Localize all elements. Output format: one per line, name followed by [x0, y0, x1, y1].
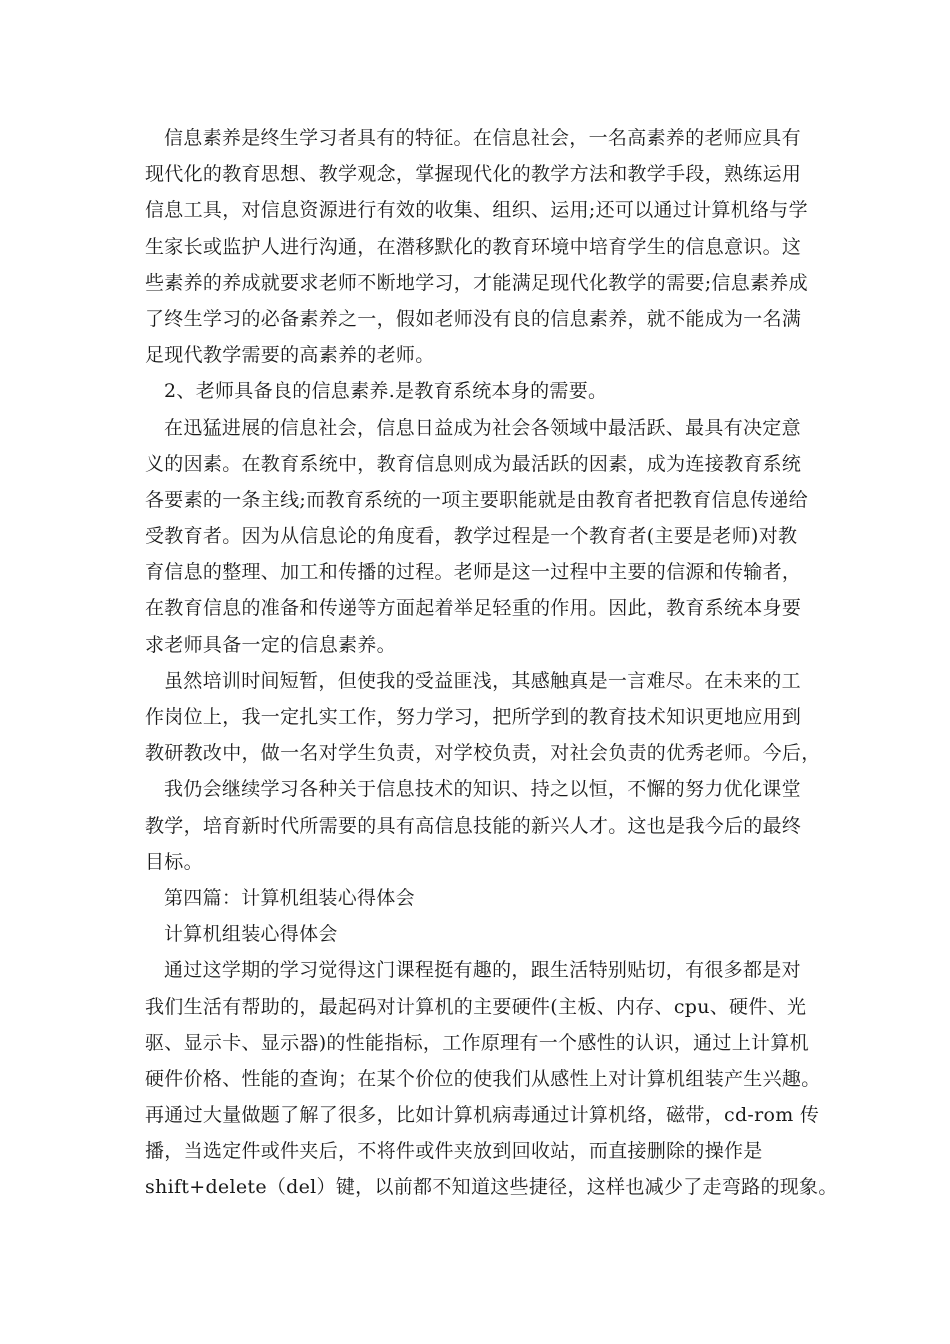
text-line: 我们生活有帮助的，最起码对计算机的主要硬件(主板、内存、cpu、硬件、光 [145, 995, 807, 1018]
text-line: 现代化的教育思想、教学观念，掌握现代化的教学方法和教学手段，熟练运用 [145, 163, 802, 186]
text-line: 足现代教学需要的高素养的老师。 [145, 344, 435, 367]
text-line: 播，当选定件或件夹后，不将件或件夹放到回收站，而直接删除的操作是 [145, 1140, 763, 1163]
text-line: 义的因素。在教育系统中，教育信息则成为最活跃的因素，成为连接教育系统 [145, 452, 802, 475]
text-line: 硬件价格、性能的查询；在某个价位的使我们从感性上对计算机组装产生兴趣。 [145, 1067, 821, 1090]
text-line: 些素养的养成就要求老师不断地学习，才能满足现代化教学的需要;信息素养成 [145, 271, 808, 294]
text-line: 育信息的整理、加工和传播的过程。老师是这一过程中主要的信源和传输者， [145, 561, 802, 584]
text-line: 生家长或监护人进行沟通，在潜移默化的教育环境中培育学生的信息意识。这 [145, 235, 802, 258]
text-line: 信息素养是终生学习者具有的特征。在信息社会，一名高素养的老师应具有 [164, 127, 801, 149]
text-line: 通过这学期的学习觉得这门课程挺有趣的，跟生活特别贴切，有很多都是对 [164, 959, 801, 982]
text-line: 各要素的一条主线;而教育系统的一项主要职能就是由教育者把教育信息传递给 [145, 488, 808, 511]
text-line: 作岗位上，我一定扎实工作，努力学习，把所学到的教育技术知识更地应用到 [145, 706, 802, 728]
text-line: 目标。 [145, 850, 203, 873]
text-line: 虽然培训时间短暂，但使我的受益匪浅，其感触真是一言难尽。在未来的工 [164, 669, 801, 692]
text-line: shift+delete（del）键，以前都不知道这些捷径，这样也减少了走弯路的现象。 [145, 1176, 838, 1199]
text-line: 在迅猛进展的信息社会，信息日益成为社会各领域中最活跃、最具有决定意 [164, 416, 801, 439]
text-line: 求老师具备一定的信息素养。 [145, 633, 396, 656]
document-body [145, 120, 838, 1206]
text-line: 2、老师具备良的信息素养.是教育系统本身的需要。 [164, 380, 608, 403]
text-line: 计算机组装心得体会 [164, 923, 338, 946]
text-line: 再通过大量做题了解了很多，比如计算机病毒通过计算机络，磁带，cd-rom 传 [145, 1104, 820, 1127]
text-line: 教研教改中，做一名对学生负责，对学校负责，对社会负责的优秀老师。今后， [145, 742, 821, 765]
text-line: 教学，培育新时代所需要的具有高信息技能的新兴人才。这也是我今后的最终 [145, 814, 802, 837]
text-line: 驱、显示卡、显示器)的性能指标，工作原理有一个感性的认识，通过上计算机 [145, 1031, 809, 1054]
text-line: 在教育信息的准备和传递等方面起着举足轻重的作用。因此，教育系统本身要 [145, 597, 802, 620]
text-line: 第四篇：计算机组装心得体会 [164, 886, 415, 909]
text-line: 受教育者。因为从信息论的角度看，教学过程是一个教育者(主要是老师)对教 [145, 525, 798, 548]
text-line: 信息工具，对信息资源进行有效的收集、组织、运用;还可以通过计算机络与学 [145, 199, 808, 222]
text-line: 我仍会继续学习各种关于信息技术的知识、持之以恒，不懈的努力优化课堂 [164, 778, 801, 801]
text-line: 了终生学习的必备素养之一，假如老师没有良的信息素养，就不能成为一名满 [145, 307, 802, 330]
